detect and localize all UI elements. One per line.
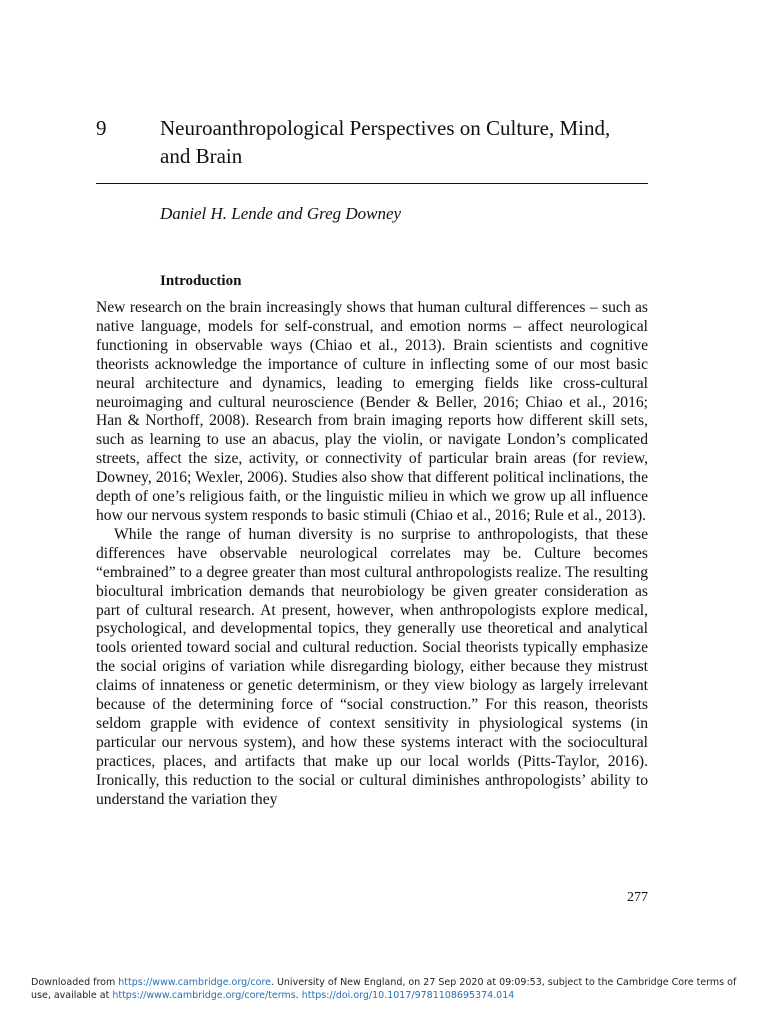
page-number: 277	[627, 890, 648, 905]
chapter-number: 9	[96, 116, 107, 140]
section-heading: Introduction	[160, 273, 242, 289]
core-link[interactable]: https://www.cambridge.org/core	[118, 977, 271, 988]
doi-link[interactable]: https://doi.org/10.1017/9781108695374.014	[301, 990, 515, 1001]
footer-downloaded-from: Downloaded from	[31, 977, 119, 988]
title-divider	[96, 183, 648, 184]
terms-link[interactable]: https://www.cambridge.org/core/terms	[112, 990, 296, 1001]
footer-separator: .	[295, 990, 302, 1001]
footer-middle-text: . University of New England, on 27 Sep 2020 at 09:09:53, subject to the Cambridge Core terms of use, available at	[31, 977, 737, 1001]
download-footer	[31, 976, 741, 1002]
paragraph-1: New research on the brain increasingly shows that human cultural differences – such as native language, models for self-construal, and emotion norms – affect neurological functioning in observable ways (Chiao et al., 2013). Brain scientists and cognitive theorists acknowledge the importance of culture in inflecting some of our most basic neural architecture and dynamics, leading to emerging fields like cross-cultural neuroimaging and cultural neuroscience (Bender & Beller, 2016; Chiao et al., 2016; Han & Northoff, 2008). Research from brain imaging reports how different skill sets, such as learning to use an abacus, play the violin, or navigate London’s complicated streets, affect the size, activity, or connectivity of particular brain areas (for review, Downey, 2016; Wexler, 2006). Studies also show that different political inclinations, the depth of one’s religious faith, or the linguistic milieu in which we grow up all influence how our nervous system responds to basic stimuli (Chiao et al., 2016; Rule et al., 2013).	[96, 299, 648, 524]
body-text	[96, 299, 648, 809]
paragraph-2: While the range of human diversity is no surprise to anthropologists, that these differences have observable neurological correlates may be. Culture becomes “embrained” to a degree greater than most cultural anthropologists realize. The resulting biocultural imbrication demands that neurobiology be given greater consideration as part of cultural research. At present, however, when anthropologists explore medical, psychological, and developmental topics, they generally use theoretical and analytical tools oriented toward social and cultural reduction. Social theorists typically emphasize the social origins of variation while disregarding biology, either because they mistrust claims of innateness or genetic determinism, or they view biology as largely irrelevant because of the determining force of “social construction.” For this reason, theorists seldom grapple with evidence of context sensitivity in physiological systems (in particular our nervous system), and how these systems interact with the sociocultural practices, places, and artifacts that make up our local worlds (Pitts-Taylor, 2016). Ironically, this reduction to the social or cultural diminishes anthropologists’ ability to understand the variation they	[96, 525, 648, 808]
chapter-authors: Daniel H. Lende and Greg Downey	[160, 204, 402, 223]
chapter-title: Neuroanthropological Perspectives on Culture, Mind, and Brain	[160, 116, 611, 168]
